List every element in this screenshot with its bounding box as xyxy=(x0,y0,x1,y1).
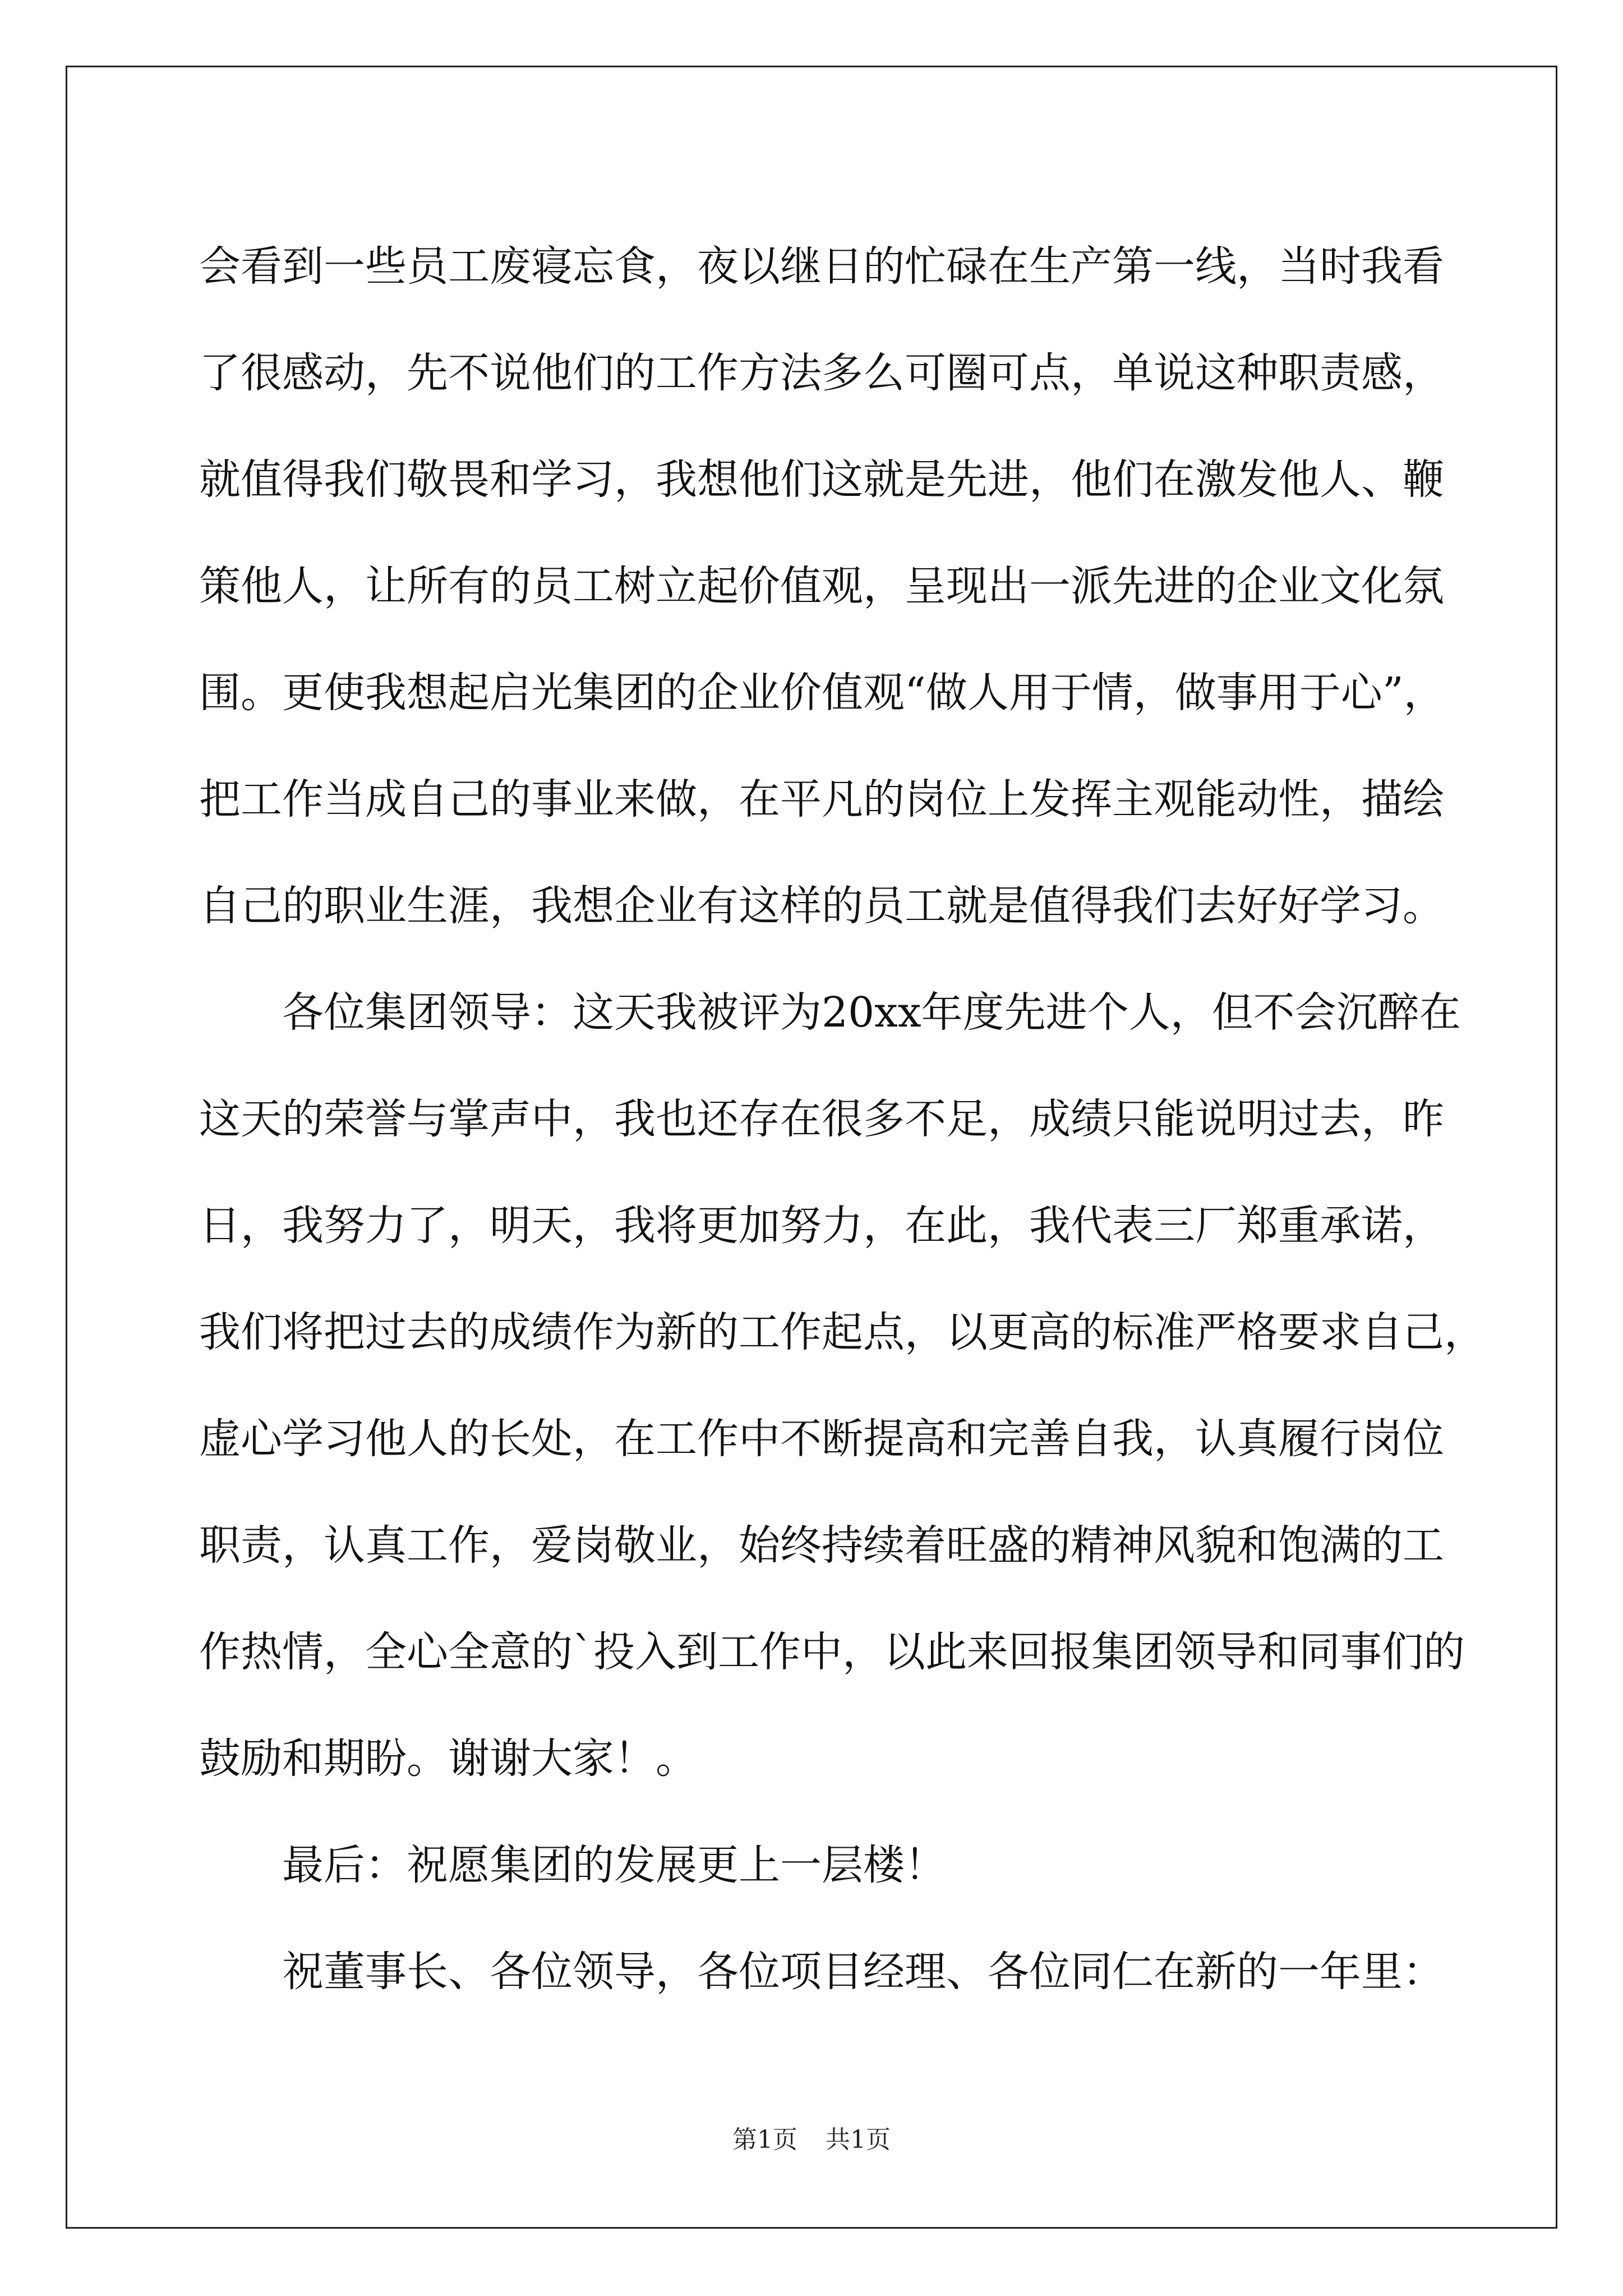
text-line-7: 自己的职业生涯，我想企业有这样的员工就是值得我们去好好学习。 xyxy=(199,882,1444,930)
page-number: 第1页 xyxy=(732,2125,797,2154)
text-line-1: 会看到一些员工废寝忘食，夜以继日的忙碌在生产第一线，当时我看 xyxy=(199,242,1444,291)
text-line-4: 策他人，让所有的员工树立起价值观，呈现出一派先进的企业文化氛 xyxy=(199,562,1444,610)
text-line-13: 职责，认真工作，爱岗敬业，始终持续着旺盛的精神风貌和饱满的工 xyxy=(199,1521,1444,1570)
page-total: 共1页 xyxy=(826,2125,891,2154)
text-line-11: 我们将把过去的成绩作为新的工作起点，以更高的标准严格要求自己， xyxy=(199,1308,1486,1356)
text-line-8: 各位集团领导：这天我被评为20xx年度先进个人，但不会沉醉在 xyxy=(282,988,1461,1037)
text-line-16: 最后：祝愿集团的发展更上一层楼！ xyxy=(282,1841,946,1889)
text-line-12: 虚心学习他人的长处，在工作中不断提高和完善自我，认真履行岗位 xyxy=(199,1415,1444,1463)
text-line-14: 作热情，全心全意的`投入到工作中，以此来回报集团领导和同事们的 xyxy=(199,1628,1465,1676)
text-line-9: 这天的荣誉与掌声中，我也还存在很多不足，成绩只能说明过去，昨 xyxy=(199,1095,1444,1143)
text-line-2: 了很感动，先不说他们的工作方法多么可圈可点，单说这种职责感， xyxy=(199,349,1444,397)
text-line-10: 日，我努力了，明天，我将更加努力，在此，我代表三厂郑重承诺， xyxy=(199,1202,1444,1250)
text-line-5: 围。更使我想起启光集团的企业价值观“做人用于情，做事用于心”， xyxy=(199,669,1445,717)
text-line-3: 就值得我们敬畏和学习，我想他们这就是先进，他们在激发他人、鞭 xyxy=(199,455,1444,504)
text-line-15: 鼓励和期盼。谢谢大家！。 xyxy=(199,1734,697,1783)
document-body xyxy=(199,213,1486,2025)
page-footer xyxy=(0,2123,1623,2157)
text-line-17: 祝董事长、各位领导，各位项目经理、各位同仁在新的一年里： xyxy=(282,1948,1444,1996)
text-line-6: 把工作当成自己的事业来做，在平凡的岗位上发挥主观能动性，描绘 xyxy=(199,775,1444,823)
